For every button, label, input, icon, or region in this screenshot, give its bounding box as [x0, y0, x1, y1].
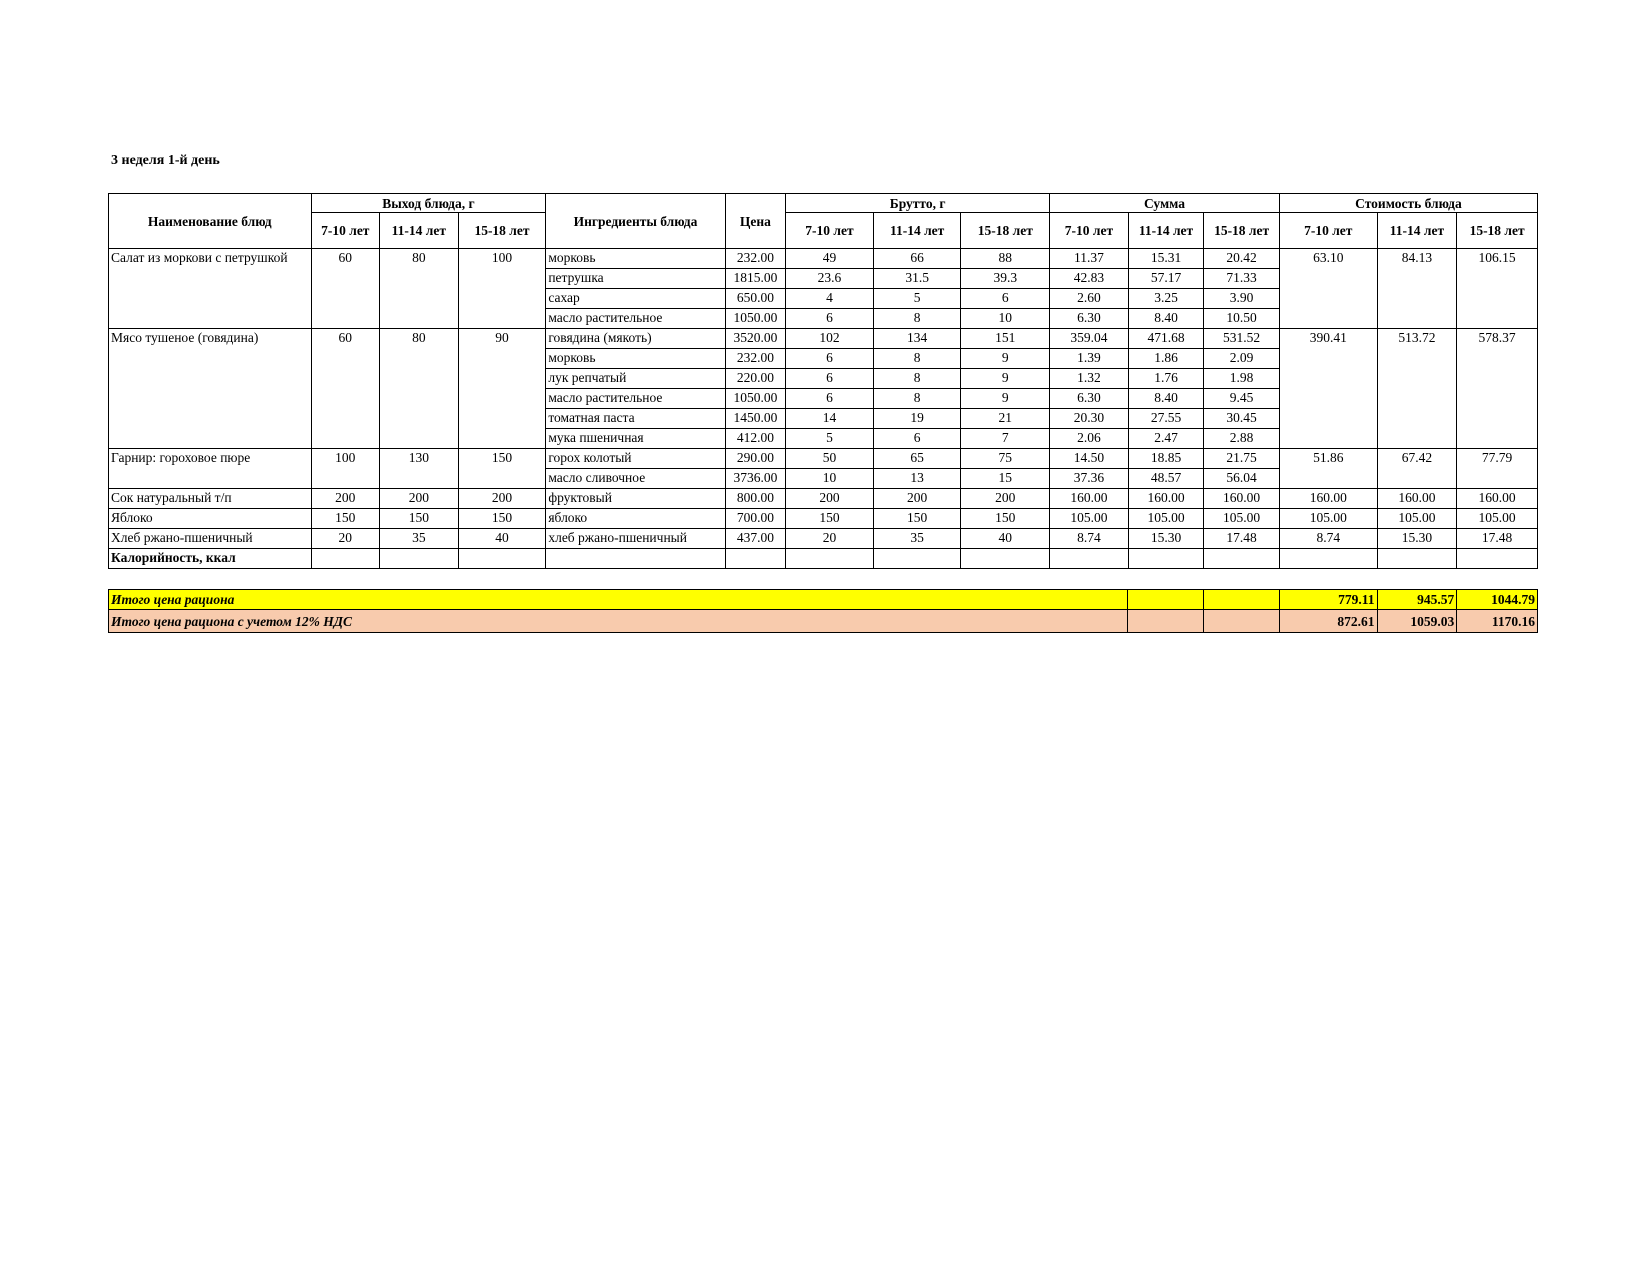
- dish-yield: 150: [458, 449, 546, 489]
- ingredient-gross: 5: [786, 429, 874, 449]
- ingredient-gross: 21: [961, 409, 1050, 429]
- empty-cell: [1204, 549, 1280, 569]
- ingredient-gross: 49: [786, 249, 874, 269]
- ingredient-gross: 9: [961, 389, 1050, 409]
- dish-cost: 8.74: [1279, 529, 1377, 549]
- ingredient-gross: 9: [961, 349, 1050, 369]
- ingredient-sum: 2.60: [1050, 289, 1129, 309]
- ingredient-gross: 13: [873, 469, 961, 489]
- ingredient-gross: 6: [961, 289, 1050, 309]
- empty-cell: [1377, 549, 1457, 569]
- ingredient-price: 412.00: [725, 429, 785, 449]
- dish-cost: 105.00: [1279, 509, 1377, 529]
- ingredient-sum: 20.42: [1204, 249, 1280, 269]
- table-row: [109, 509, 1538, 529]
- ingredient-gross: 5: [873, 289, 961, 309]
- ingredient-price: 1815.00: [725, 269, 785, 289]
- ingredient-gross: 6: [786, 369, 874, 389]
- ingredient-gross: 8: [873, 349, 961, 369]
- dish-cost: 51.86: [1279, 449, 1377, 489]
- dish-cost: 77.79: [1457, 449, 1538, 489]
- empty-cell: [546, 549, 725, 569]
- dish-cost: 160.00: [1279, 489, 1377, 509]
- ingredient-sum: 18.85: [1128, 449, 1204, 469]
- ingredient-sum: 2.06: [1050, 429, 1129, 449]
- table-row: [109, 529, 1538, 549]
- ingredient-gross: 200: [786, 489, 874, 509]
- ingredient-sum: 1.98: [1204, 369, 1280, 389]
- dish-yield: 150: [458, 509, 546, 529]
- dish-name: Мясо тушеное (говядина): [109, 329, 312, 449]
- ingredient-sum: 11.37: [1050, 249, 1129, 269]
- header-row-ages: [109, 213, 1538, 249]
- dish-name: Сок натуральный т/п: [109, 489, 312, 509]
- ingredient-sum: 6.30: [1050, 389, 1129, 409]
- ingredient-gross: 4: [786, 289, 874, 309]
- header-age: 7-10 лет: [1050, 213, 1129, 249]
- ingredient-gross: 200: [961, 489, 1050, 509]
- dish-yield: 200: [380, 489, 459, 509]
- header-sum: Сумма: [1050, 194, 1280, 213]
- dish-yield: 35: [380, 529, 459, 549]
- ingredient-price: 3520.00: [725, 329, 785, 349]
- ingredient-sum: 71.33: [1204, 269, 1280, 289]
- empty-cell: [1457, 549, 1538, 569]
- dish-yield: 90: [458, 329, 546, 449]
- dish-yield: 20: [311, 529, 380, 549]
- empty-cell: [311, 549, 380, 569]
- totals-table-body: [109, 590, 1538, 633]
- ingredient-gross: 150: [873, 509, 961, 529]
- ingredient-sum: 2.09: [1204, 349, 1280, 369]
- ingredient-gross: 75: [961, 449, 1050, 469]
- ingredient-sum: 1.76: [1128, 369, 1204, 389]
- ingredient-price: 700.00: [725, 509, 785, 529]
- header-yield: Выход блюда, г: [311, 194, 546, 213]
- ingredient-sum: 105.00: [1128, 509, 1204, 529]
- ingredient-sum: 471.68: [1128, 329, 1204, 349]
- total-row: [109, 590, 1538, 610]
- empty-cell: [961, 549, 1050, 569]
- dish-name: Гарнир: гороховое пюре: [109, 449, 312, 489]
- ingredient-gross: 6: [786, 389, 874, 409]
- ingredient-sum: 48.57: [1128, 469, 1204, 489]
- ingredient-sum: 3.25: [1128, 289, 1204, 309]
- ingredient-gross: 150: [961, 509, 1050, 529]
- ingredient-sum: 6.30: [1050, 309, 1129, 329]
- ingredient-sum: 27.55: [1128, 409, 1204, 429]
- dish-cost: 17.48: [1457, 529, 1538, 549]
- total-value: 872.61: [1279, 610, 1377, 633]
- ingredient-sum: 37.36: [1050, 469, 1129, 489]
- ingredient-gross: 8: [873, 389, 961, 409]
- ingredient-sum: 8.40: [1128, 389, 1204, 409]
- empty-cell: [873, 549, 961, 569]
- dish-cost: 160.00: [1457, 489, 1538, 509]
- header-age: 7-10 лет: [311, 213, 380, 249]
- ingredient-gross: 200: [873, 489, 961, 509]
- ingredient-sum: 359.04: [1050, 329, 1129, 349]
- dish-yield: 80: [380, 329, 459, 449]
- dish-yield: 200: [311, 489, 380, 509]
- dish-name: Салат из моркови с петрушкой: [109, 249, 312, 329]
- ingredient-gross: 8: [873, 309, 961, 329]
- ingredient-gross: 7: [961, 429, 1050, 449]
- ingredient-gross: 8: [873, 369, 961, 389]
- header-dish-name: Наименование блюд: [109, 194, 312, 249]
- ingredient-name: говядина (мякоть): [546, 329, 725, 349]
- empty-cell: [786, 549, 874, 569]
- dish-yield: 130: [380, 449, 459, 489]
- dish-yield: 200: [458, 489, 546, 509]
- ingredient-price: 1050.00: [725, 389, 785, 409]
- empty-cell: [458, 549, 546, 569]
- dish-cost: 513.72: [1377, 329, 1457, 449]
- ingredient-sum: 9.45: [1204, 389, 1280, 409]
- dish-yield: 60: [311, 329, 380, 449]
- empty-cell: [725, 549, 785, 569]
- table-row: [109, 489, 1538, 509]
- ingredient-sum: 15.31: [1128, 249, 1204, 269]
- ingredient-name: горох колотый: [546, 449, 725, 469]
- empty-cell: [1203, 610, 1279, 633]
- ingredient-gross: 6: [873, 429, 961, 449]
- ingredient-gross: 35: [873, 529, 961, 549]
- ingredient-sum: 57.17: [1128, 269, 1204, 289]
- ingredient-price: 800.00: [725, 489, 785, 509]
- dish-cost: 84.13: [1377, 249, 1457, 329]
- dish-cost: 390.41: [1279, 329, 1377, 449]
- ingredient-price: 1450.00: [725, 409, 785, 429]
- dish-yield: 60: [311, 249, 380, 329]
- header-price: Цена: [725, 194, 785, 249]
- ingredient-name: петрушка: [546, 269, 725, 289]
- ingredient-sum: 10.50: [1204, 309, 1280, 329]
- dish-cost: 63.10: [1279, 249, 1377, 329]
- ingredient-gross: 150: [786, 509, 874, 529]
- total-value: 945.57: [1377, 590, 1457, 610]
- total-value: 1044.79: [1457, 590, 1538, 610]
- ingredient-sum: 1.32: [1050, 369, 1129, 389]
- ingredient-sum: 8.74: [1050, 529, 1129, 549]
- header-row-groups: [109, 194, 1538, 213]
- ingredient-sum: 3.90: [1204, 289, 1280, 309]
- empty-cell: [1279, 549, 1377, 569]
- dish-yield: 80: [380, 249, 459, 329]
- ingredient-sum: 20.30: [1050, 409, 1129, 429]
- table-row: [109, 449, 1538, 469]
- dish-cost: 106.15: [1457, 249, 1538, 329]
- ingredient-gross: 65: [873, 449, 961, 469]
- total-row: [109, 610, 1538, 633]
- ingredient-name: томатная паста: [546, 409, 725, 429]
- ingredient-gross: 9: [961, 369, 1050, 389]
- table-row: [109, 249, 1538, 269]
- ingredient-name: масло растительное: [546, 389, 725, 409]
- ingredient-sum: 14.50: [1050, 449, 1129, 469]
- ingredient-gross: 88: [961, 249, 1050, 269]
- ingredient-name: масло сливочное: [546, 469, 725, 489]
- header-age: 11-14 лет: [873, 213, 961, 249]
- ingredient-gross: 15: [961, 469, 1050, 489]
- ingredient-gross: 10: [961, 309, 1050, 329]
- ingredient-gross: 50: [786, 449, 874, 469]
- ingredient-price: 1050.00: [725, 309, 785, 329]
- ingredient-gross: 134: [873, 329, 961, 349]
- empty-cell: [1050, 549, 1129, 569]
- ingredient-name: лук репчатый: [546, 369, 725, 389]
- dish-yield: 40: [458, 529, 546, 549]
- header-age: 15-18 лет: [1204, 213, 1280, 249]
- header-gross: Брутто, г: [786, 194, 1050, 213]
- ingredient-gross: 31.5: [873, 269, 961, 289]
- ingredient-gross: 151: [961, 329, 1050, 349]
- table-row: [109, 329, 1538, 349]
- header-age: 11-14 лет: [1128, 213, 1204, 249]
- ingredient-sum: 105.00: [1050, 509, 1129, 529]
- ingredient-sum: 2.47: [1128, 429, 1204, 449]
- ingredient-sum: 42.83: [1050, 269, 1129, 289]
- ingredient-gross: 66: [873, 249, 961, 269]
- ingredient-gross: 39.3: [961, 269, 1050, 289]
- ingredient-sum: 1.39: [1050, 349, 1129, 369]
- dish-name: Хлеб ржано-пшеничный: [109, 529, 312, 549]
- header-age: 15-18 лет: [961, 213, 1050, 249]
- dish-cost: 105.00: [1457, 509, 1538, 529]
- calories-row: [109, 549, 1538, 569]
- ingredient-sum: 160.00: [1128, 489, 1204, 509]
- ingredient-price: 650.00: [725, 289, 785, 309]
- ingredient-gross: 10: [786, 469, 874, 489]
- ingredient-name: яблоко: [546, 509, 725, 529]
- dish-cost: 105.00: [1377, 509, 1457, 529]
- dish-cost: 578.37: [1457, 329, 1538, 449]
- ingredient-gross: 19: [873, 409, 961, 429]
- ingredient-gross: 14: [786, 409, 874, 429]
- menu-table-body: [109, 249, 1538, 569]
- ingredient-name: сахар: [546, 289, 725, 309]
- ingredient-gross: 20: [786, 529, 874, 549]
- empty-cell: [1128, 610, 1204, 633]
- dish-yield: 100: [458, 249, 546, 329]
- ingredient-price: 232.00: [725, 249, 785, 269]
- ingredient-name: хлеб ржано-пшеничный: [546, 529, 725, 549]
- dish-name: Яблоко: [109, 509, 312, 529]
- total-label: Итого цена рациона: [109, 590, 1128, 610]
- ingredient-sum: 17.48: [1204, 529, 1280, 549]
- ingredient-name: морковь: [546, 349, 725, 369]
- dish-cost: 160.00: [1377, 489, 1457, 509]
- empty-cell: [1128, 549, 1204, 569]
- totals-table: [108, 589, 1538, 633]
- dish-cost: 15.30: [1377, 529, 1457, 549]
- ingredient-price: 220.00: [725, 369, 785, 389]
- ingredient-sum: 160.00: [1050, 489, 1129, 509]
- ingredient-price: 232.00: [725, 349, 785, 369]
- empty-cell: [1128, 590, 1204, 610]
- ingredient-price: 437.00: [725, 529, 785, 549]
- ingredient-sum: 160.00: [1204, 489, 1280, 509]
- ingredient-gross: 40: [961, 529, 1050, 549]
- menu-table: [108, 193, 1538, 569]
- ingredient-sum: 8.40: [1128, 309, 1204, 329]
- dish-yield: 150: [380, 509, 459, 529]
- header-ingredients: Ингредиенты блюда: [546, 194, 725, 249]
- empty-cell: [380, 549, 459, 569]
- ingredient-sum: 56.04: [1204, 469, 1280, 489]
- ingredient-name: мука пшеничная: [546, 429, 725, 449]
- ingredient-name: морковь: [546, 249, 725, 269]
- empty-cell: [1203, 590, 1279, 610]
- ingredient-sum: 1.86: [1128, 349, 1204, 369]
- header-age: 11-14 лет: [1377, 213, 1457, 249]
- calories-label: Калорийность, ккал: [109, 549, 312, 569]
- ingredient-sum: 30.45: [1204, 409, 1280, 429]
- dish-cost: 67.42: [1377, 449, 1457, 489]
- ingredient-gross: 23.6: [786, 269, 874, 289]
- ingredient-name: фруктовый: [546, 489, 725, 509]
- dish-yield: 100: [311, 449, 380, 489]
- total-value: 779.11: [1279, 590, 1377, 610]
- ingredient-sum: 2.88: [1204, 429, 1280, 449]
- header-age: 15-18 лет: [458, 213, 546, 249]
- ingredient-price: 3736.00: [725, 469, 785, 489]
- total-value: 1059.03: [1377, 610, 1457, 633]
- ingredient-sum: 531.52: [1204, 329, 1280, 349]
- total-value: 1170.16: [1457, 610, 1538, 633]
- header-age: 7-10 лет: [786, 213, 874, 249]
- ingredient-price: 290.00: [725, 449, 785, 469]
- dish-yield: 150: [311, 509, 380, 529]
- document-title: 3 неделя 1-й день: [111, 153, 220, 168]
- header-age: 15-18 лет: [1457, 213, 1538, 249]
- header-age: 11-14 лет: [380, 213, 459, 249]
- total-label: Итого цена рациона с учетом 12% НДС: [109, 610, 1128, 633]
- header-dish-cost: Стоимость блюда: [1279, 194, 1537, 213]
- ingredient-name: масло растительное: [546, 309, 725, 329]
- ingredient-gross: 6: [786, 349, 874, 369]
- ingredient-sum: 15.30: [1128, 529, 1204, 549]
- ingredient-sum: 105.00: [1204, 509, 1280, 529]
- header-age: 7-10 лет: [1279, 213, 1377, 249]
- ingredient-gross: 102: [786, 329, 874, 349]
- ingredient-sum: 21.75: [1204, 449, 1280, 469]
- ingredient-gross: 6: [786, 309, 874, 329]
